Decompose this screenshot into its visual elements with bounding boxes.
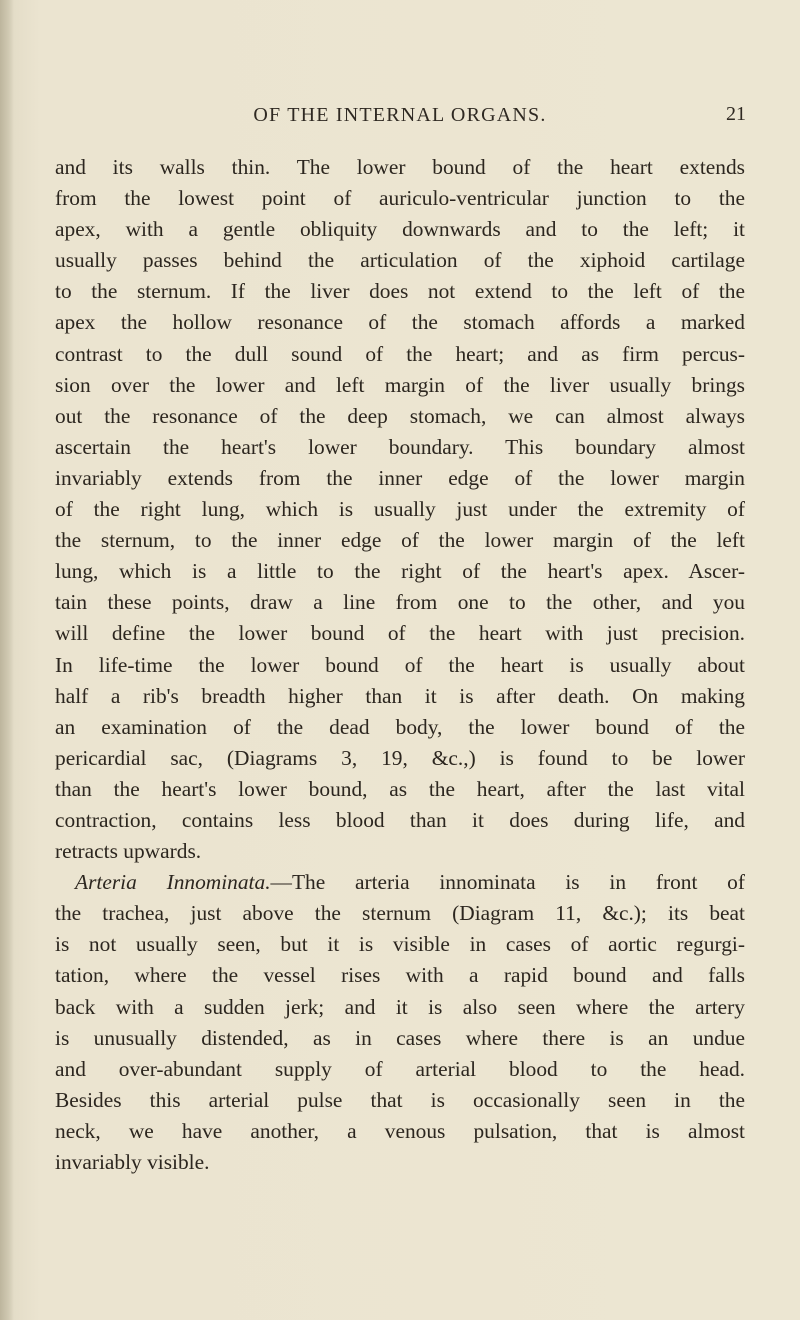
text-line: the trachea, just above the sternum (Diagram 11, &c.); its beat — [55, 901, 745, 926]
text-line: back with a sudden jerk; and it is also seen where the artery — [55, 994, 745, 1019]
text-line: neck, we have another, a venous pulsation, that is almost — [55, 1118, 745, 1143]
text-line: In life-time the lower bound of the heart is usually about — [55, 652, 745, 677]
text-line: from the lowest point of auriculo-ventricular junction to the — [55, 186, 745, 211]
text-line: sion over the lower and left margin of the liver usually brings — [55, 372, 745, 397]
paragraph-arteria-innominata — [55, 867, 745, 1178]
text-line: apex the hollow resonance of the stomach affords a marked — [55, 310, 745, 335]
text-line: ascertain the heart's lower boundary. This boundary almost — [55, 434, 745, 459]
text-line: to the sternum. If the liver does not extend to the left of the — [55, 279, 745, 304]
text-line: of the right lung, which is usually just under the extremity of — [55, 497, 745, 522]
text-line: and its walls thin. The lower bound of the heart extends — [55, 155, 745, 179]
lead-text: —The arteria innominata is in front of — [270, 870, 745, 895]
text-line: is unusually distended, as in cases where there is an undue — [55, 1025, 745, 1050]
body-text — [55, 152, 745, 1178]
running-title: OF THE INTERNAL ORGANS. — [253, 104, 547, 126]
text-line: lung, which is a little to the right of the heart's apex. Ascer- — [55, 559, 745, 584]
text-line: Besides this arterial pulse that is occasionally seen in the — [55, 1087, 745, 1112]
text-line: usually passes behind the articulation of the xiphoid cartilage — [55, 248, 745, 273]
text-line: will define the lower bound of the heart with just precision. — [55, 621, 745, 646]
text-line: an examination of the dead body, the lower bound of the — [55, 714, 745, 739]
text-line: the sternum, to the inner edge of the lower margin of the left — [55, 528, 745, 553]
page-number: 21 — [726, 103, 746, 125]
text-line — [55, 867, 745, 898]
text-line: contraction, contains less blood than it does during life, and — [55, 807, 745, 832]
text-line: retracts upwards. — [55, 839, 202, 864]
paragraph-heart-lower-bound — [55, 152, 745, 867]
binding-edge — [0, 0, 14, 1320]
text-line: contrast to the dull sound of the heart; and as firm percus- — [55, 341, 745, 366]
text-line: apex, with a gentle obliquity downwards and to the left; it — [55, 217, 745, 242]
text-line: invariably visible. — [55, 1150, 210, 1174]
section-heading: Arteria Innominata. — [75, 870, 271, 895]
text-line: tation, where the vessel rises with a rapid bound and falls — [55, 963, 745, 988]
text-line: out the resonance of the deep stomach, we can almost always — [55, 403, 745, 428]
text-line: tain these points, draw a line from one to the other, and you — [55, 590, 745, 615]
text-line: is not usually seen, but it is visible in cases of aortic regurgi- — [55, 932, 745, 957]
text-line: half a rib's breadth higher than it is after death. On making — [55, 683, 745, 708]
page-header — [0, 104, 800, 134]
text-line: and over-abundant supply of arterial blood to the head. — [55, 1056, 745, 1081]
text-line: pericardial sac, (Diagrams 3, 19, &c.,) is found to be lower — [55, 745, 745, 770]
text-line: than the heart's lower bound, as the heart, after the last vital — [55, 776, 745, 801]
text-line: invariably extends from the inner edge of the lower margin — [55, 465, 745, 490]
